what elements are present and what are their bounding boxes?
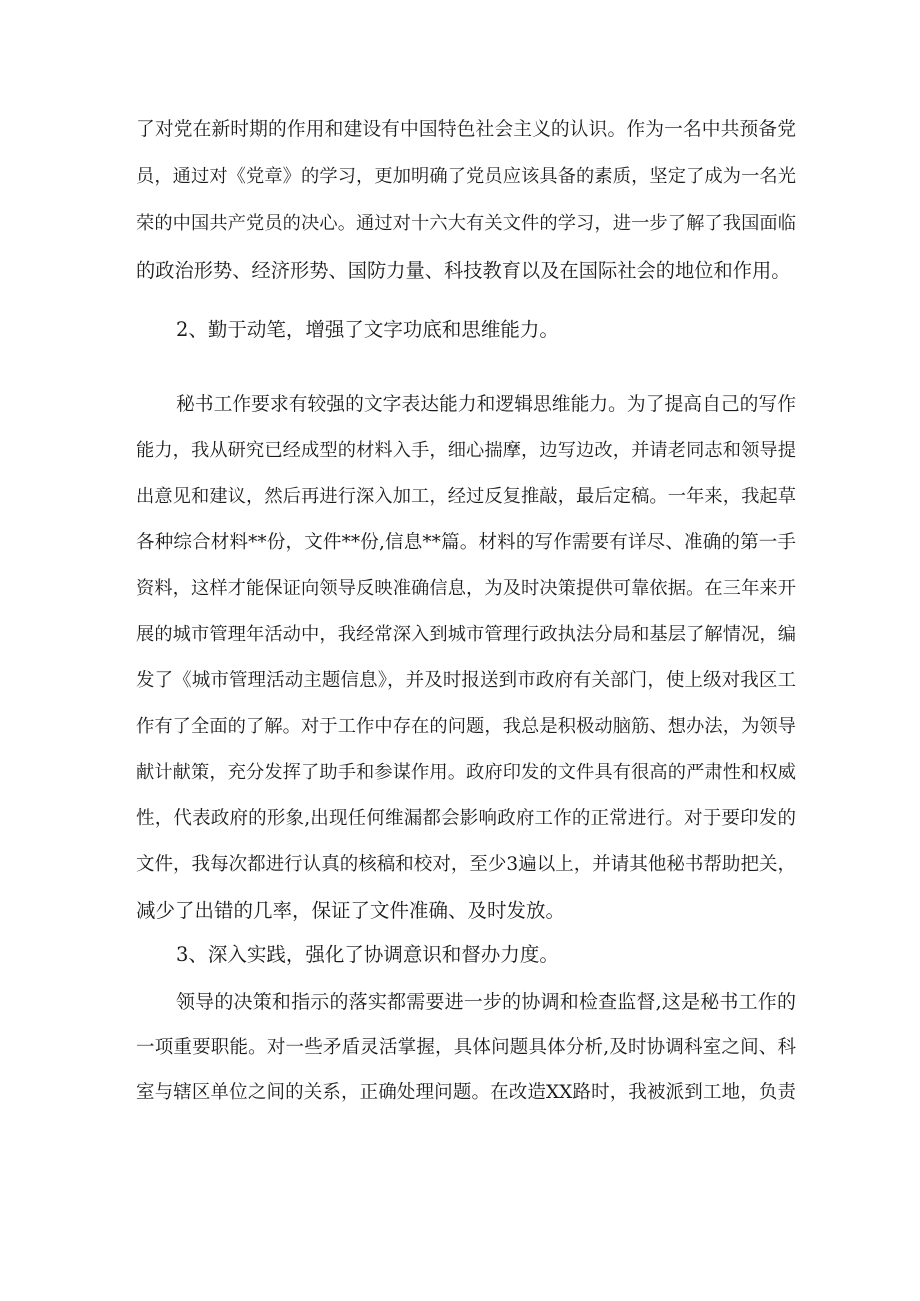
paragraph-2-line-10: 性，代表政府的形象,出现任何维漏都会影响政府工作的正常进行。对于要印发的 (136, 808, 796, 829)
paragraph-3-line-3: 室与辖区单位之间的关系，正确处理问题。在改造XX路时，我被派到工地，负责 (136, 1082, 796, 1103)
paragraph-2-line-3: 出意见和建议，然后再进行深入加工，经过反复推敲，最后定稿。一年来，我起草 (136, 486, 796, 507)
paragraph-3-line-1: 领导的决策和指示的落实都需要进一步的协调和检查监督,这是秘书工作的 (176, 991, 796, 1013)
paragraph-2-line-8: 作有了全面的了解。对于工作中存在的问题，我总是积极动脑筋、想办法，为领导 (136, 716, 796, 737)
paragraph-2-line-1: 秘书工作要求有较强的文字表达能力和逻辑思维能力。为了提高自己的写作 (176, 394, 796, 415)
paragraph-2-line-5: 资料，这样才能保证向领导反映准确信息，为及时决策提供可靠依据。在三年来开 (136, 578, 796, 599)
paragraph-2-line-7: 发了《城市管理活动主题信息》，并及时报送到市政府有关部门，使上级对我区工 (136, 670, 796, 691)
paragraph-3-line-2: 一项重要职能。对一些矛盾灵活掌握，具体问题具体分析,及时协调科室之间、科 (136, 1037, 796, 1058)
section-heading-3: 3、深入实践，强化了协调意识和督办力度。 (176, 943, 559, 966)
paragraph-1-line-3: 荣的中国共产党员的决心。通过对十六大有关文件的学习，进一步了解了我国面临 (136, 213, 796, 234)
paragraph-2-line-4: 各种综合材料**份，文件**份,信息**篇。材料的写作需要有详尽、准确的第一手 (136, 532, 796, 553)
paragraph-2-line-12: 减少了出错的几率，保证了文件准确、及时发放。 (136, 899, 566, 922)
paragraph-1-line-2: 员，通过对《党章》的学习，更加明确了党员应该具备的素质，坚定了成为一名光 (136, 166, 796, 187)
paragraph-2-line-6: 展的城市管理年活动中，我经常深入到城市管理行政执法分局和基层了解情况，编 (136, 624, 796, 645)
paragraph-1-line-1: 了对党在新时期的作用和建设有中国特色社会主义的认识。作为一名中共预备党 (136, 119, 796, 140)
section-heading-2: 2、勤于动笔，增强了文字功底和思维能力。 (176, 318, 559, 341)
paragraph-2-line-9: 献计献策，充分发挥了助手和参谋作用。政府印发的文件具有很高的严肃性和权威 (136, 762, 796, 783)
paragraph-1-line-4: 的政治形势、经济形势、国防力量、科技教育以及在国际社会的地位和作用。 (136, 259, 791, 282)
paragraph-2-line-2: 能力，我从研究已经成型的材料入手，细心揣摩，边写边改，并请老同志和领导提 (136, 440, 796, 461)
paragraph-2-line-11: 文件，我每次都进行认真的核稿和校对，至少3遍以上，并请其他秘书帮助把关， (136, 854, 796, 875)
